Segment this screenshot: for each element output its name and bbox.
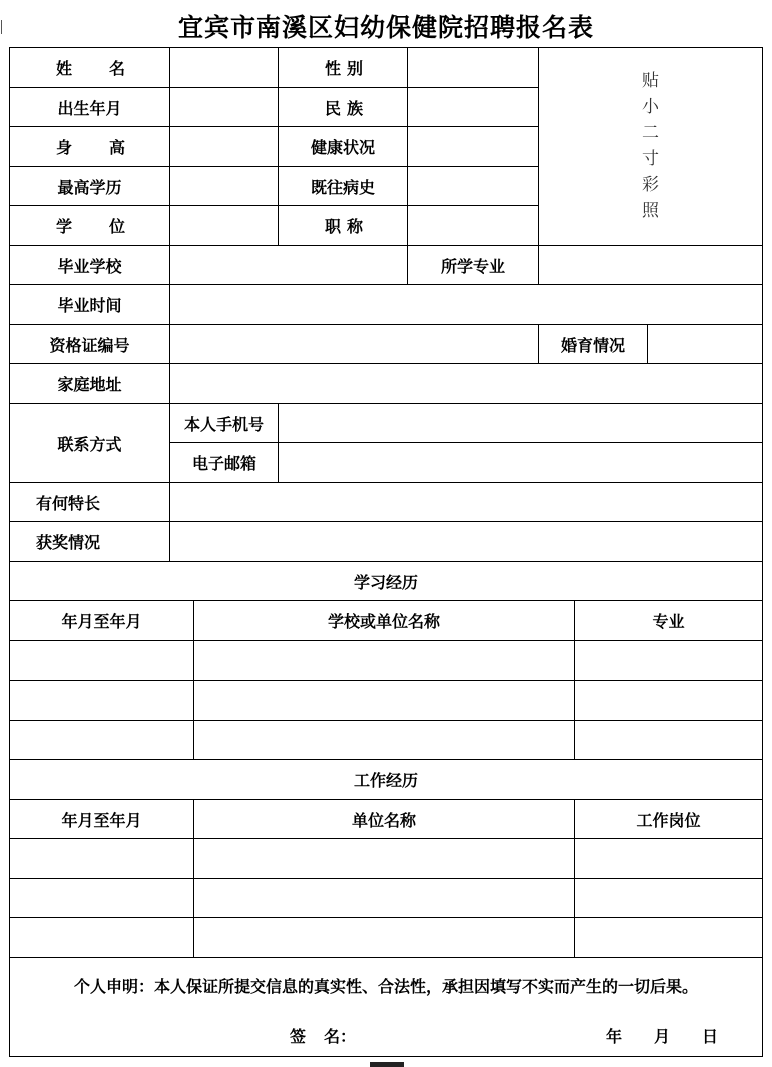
work-row-3-unit[interactable] — [194, 918, 575, 958]
registration-form — [9, 47, 763, 1057]
work-col-period: 年月至年月 — [10, 800, 194, 839]
input-title-rank[interactable] — [408, 206, 539, 246]
label-major: 所学专业 — [408, 246, 539, 285]
label-medical-history: 既往病史 — [279, 167, 408, 206]
input-health[interactable] — [408, 127, 539, 167]
input-school[interactable] — [170, 246, 408, 285]
study-row-1-period[interactable] — [10, 641, 194, 681]
input-ethnicity[interactable] — [408, 88, 539, 127]
input-height[interactable] — [170, 127, 279, 167]
label-health: 健康状况 — [279, 127, 408, 167]
signature-field[interactable]: 签 名： — [290, 1027, 357, 1046]
label-birth: 出生年月 — [10, 88, 170, 127]
input-degree[interactable] — [170, 206, 279, 246]
label-marital: 婚育情况 — [539, 325, 648, 364]
input-education[interactable] — [170, 167, 279, 206]
label-cert-no: 资格证编号 — [10, 325, 170, 364]
study-row-3-major[interactable] — [575, 721, 762, 760]
study-row-2-period[interactable] — [10, 681, 194, 721]
declaration-text: 个人申明：本人保证所提交信息的真实性、合法性，承担因填写不实而产生的一切后果。 — [73, 977, 698, 996]
label-height: 身 高 — [10, 127, 170, 167]
input-cert-no[interactable] — [170, 325, 539, 364]
work-row-1-unit[interactable] — [194, 839, 575, 879]
input-birth[interactable] — [170, 88, 279, 127]
study-col-school: 学校或单位名称 — [194, 601, 575, 641]
label-specialty: 有何特长 — [10, 483, 170, 522]
input-grad-time[interactable] — [170, 285, 762, 325]
study-row-3-period[interactable] — [10, 721, 194, 760]
work-col-position: 工作岗位 — [575, 800, 762, 839]
label-grad-time: 毕业时间 — [10, 285, 170, 325]
study-row-2-school[interactable] — [194, 681, 575, 721]
work-row-1-period[interactable] — [10, 839, 194, 879]
label-school: 毕业学校 — [10, 246, 170, 285]
label-ethnicity: 民 族 — [279, 88, 408, 127]
study-row-1-school[interactable] — [194, 641, 575, 681]
work-col-unit: 单位名称 — [194, 800, 575, 839]
date-field[interactable]: 年 月 日 — [606, 1027, 719, 1046]
work-heading: 工作经历 — [10, 760, 762, 800]
study-row-3-school[interactable] — [194, 721, 575, 760]
label-email: 电子邮箱 — [170, 443, 279, 483]
label-awards: 获奖情况 — [10, 522, 170, 562]
input-major[interactable] — [539, 246, 762, 285]
input-gender[interactable] — [408, 48, 539, 88]
input-specialty[interactable] — [170, 483, 762, 522]
study-row-1-major[interactable] — [575, 641, 762, 681]
study-col-major: 专业 — [575, 601, 762, 641]
work-row-2-period[interactable] — [10, 879, 194, 918]
label-degree: 学 位 — [10, 206, 170, 246]
label-gender: 性 别 — [279, 48, 408, 88]
page-title: 宜宾市南溪区妇幼保健院招聘报名表 — [177, 13, 594, 42]
label-name: 姓 名 — [10, 48, 170, 88]
input-address[interactable] — [170, 364, 762, 404]
work-row-2-unit[interactable] — [194, 879, 575, 918]
work-row-3-period[interactable] — [10, 918, 194, 958]
label-address: 家庭地址 — [10, 364, 170, 404]
input-awards[interactable] — [170, 522, 762, 562]
page-marker — [370, 1062, 404, 1067]
input-phone[interactable] — [279, 404, 762, 443]
study-col-period: 年月至年月 — [10, 601, 194, 641]
label-contact: 联系方式 — [10, 404, 170, 483]
input-email[interactable] — [279, 443, 762, 483]
photo-box[interactable]: 贴 小 二 寸 彩 照 — [539, 48, 762, 246]
label-education: 最高学历 — [10, 167, 170, 206]
label-phone: 本人手机号 — [170, 404, 279, 443]
input-name[interactable] — [170, 48, 279, 88]
input-marital[interactable] — [648, 325, 762, 364]
study-row-2-major[interactable] — [575, 681, 762, 721]
declaration-section — [10, 958, 762, 1056]
work-row-3-position[interactable] — [575, 918, 762, 958]
work-row-2-position[interactable] — [575, 879, 762, 918]
work-row-1-position[interactable] — [575, 839, 762, 879]
study-heading: 学习经历 — [10, 562, 762, 601]
label-title-rank: 职 称 — [279, 206, 408, 246]
input-medical-history[interactable] — [408, 167, 539, 206]
